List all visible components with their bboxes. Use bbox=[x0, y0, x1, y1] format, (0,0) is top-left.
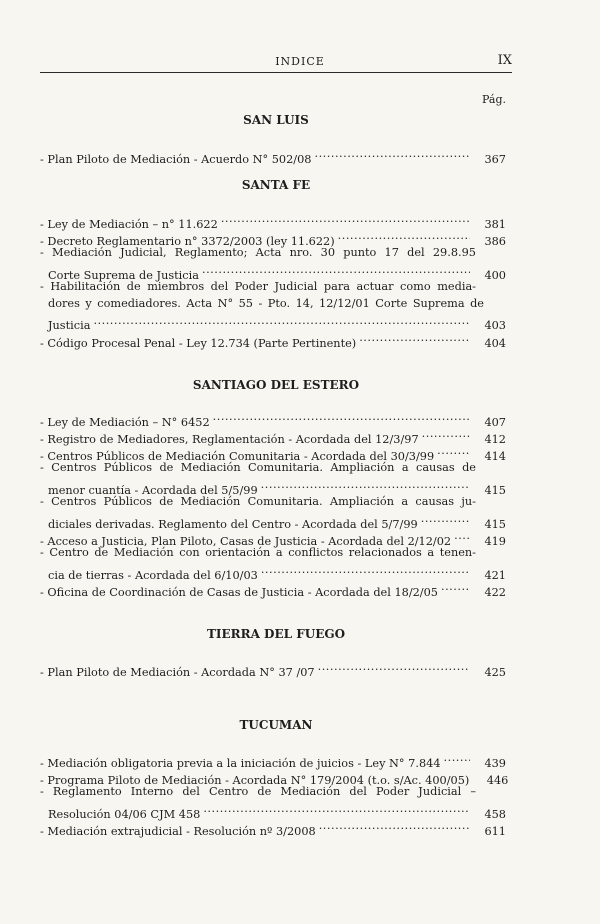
section-title: TUCUMAN bbox=[239, 718, 313, 732]
toc-entry-page: 458 bbox=[484, 807, 506, 821]
toc-entry-page: 439 bbox=[484, 756, 506, 770]
section-title: SANTA FE bbox=[241, 178, 311, 192]
dot-leader bbox=[444, 750, 470, 767]
toc-entry-page: 419 bbox=[484, 534, 506, 548]
dot-leader bbox=[93, 313, 470, 330]
toc-entry-page: 403 bbox=[484, 319, 506, 333]
toc-entry-page: 422 bbox=[484, 585, 506, 599]
dot-leader bbox=[261, 562, 470, 579]
dot-leader bbox=[261, 477, 470, 494]
toc-entry-page: 414 bbox=[484, 449, 506, 463]
dot-leader bbox=[454, 528, 470, 545]
toc-entry-text: diciales derivadas. Reglamento del Centro - Acordada del 5/7/99 bbox=[48, 517, 418, 531]
toc-entry-page: 386 bbox=[484, 234, 506, 248]
toc-entry-page: 407 bbox=[484, 415, 506, 429]
toc-entry-text: - Mediación Judicial, Reglamento; Acta nro. 30 punto 17 del 29.8.95 bbox=[40, 246, 476, 259]
dot-leader bbox=[213, 409, 470, 426]
toc-entry-text: - Oficina de Coordinación de Casas de Justicia - Acordada del 18/2/05 bbox=[40, 585, 438, 599]
dot-leader bbox=[422, 426, 470, 443]
toc-entry-text: cia de tierras - Acordada del 6/10/03 bbox=[48, 568, 258, 582]
toc-entry-text: menor cuantía - Acordada del 5/5/99 bbox=[48, 483, 258, 497]
toc-entry-text: - Mediación obligatoria previa a la iniciación de juicios - Ley N° 7.844 bbox=[40, 756, 441, 770]
toc-entry-text: - Código Procesal Penal - Ley 12.734 (Parte Pertinente) bbox=[40, 336, 357, 350]
toc-entry-text: - Ley de Mediación – N° 6452 bbox=[40, 415, 210, 429]
toc-entry bbox=[40, 279, 506, 335]
toc-entry-page: 446 bbox=[486, 773, 509, 787]
toc-entry-text: - Centros Públicos de Mediación Comunitaria. Ampliación a causas de bbox=[40, 461, 476, 474]
section-title: SANTIAGO DEL ESTERO bbox=[192, 378, 360, 392]
toc-entry-page: 404 bbox=[484, 336, 506, 350]
page-column-label: Pág. bbox=[481, 93, 506, 106]
dot-leader bbox=[319, 818, 470, 835]
dot-leader bbox=[338, 228, 470, 245]
toc-entry-text: - Ley de Mediación – n° 11.622 bbox=[40, 217, 218, 231]
section-title: SAN LUIS bbox=[243, 113, 309, 127]
toc-entry-page: 412 bbox=[484, 432, 506, 446]
toc-entry-text: - Programa Piloto de Mediación - Acordada N° 179/2004 (t.o. s/Ac. 400/05) bbox=[40, 773, 470, 787]
toc-entry-text: Corte Suprema de Justicia bbox=[48, 268, 199, 282]
toc-entry-text: - Mediación extrajudicial - Resolución nº 3/2008 bbox=[40, 824, 316, 838]
section-title: TIERRA DEL FUEGO bbox=[206, 627, 346, 641]
dot-leader bbox=[318, 659, 470, 676]
toc-entry-page: 611 bbox=[484, 824, 506, 838]
toc-entry-page: 415 bbox=[484, 483, 506, 497]
toc-entry-text: - Habilitación de miembros del Poder Judicial para actuar como media- bbox=[40, 280, 476, 293]
toc-entry-text: - Centros Públicos de Mediación Comunitaria. Ampliación a causas ju- bbox=[40, 495, 476, 508]
running-header-page-numeral: IX bbox=[497, 53, 512, 68]
toc-entry-page: 367 bbox=[484, 152, 506, 166]
toc-entry bbox=[40, 579, 506, 602]
toc-entry bbox=[40, 330, 506, 353]
toc-entry-text: - Centros Públicos de Mediación Comunitaria - Acordada del 30/3/99 bbox=[40, 449, 435, 463]
toc-entry-text: - Registro de Mediadores, Reglamentación - Acordada del 12/3/97 bbox=[40, 432, 419, 446]
header-rule bbox=[40, 72, 512, 73]
dot-leader bbox=[203, 801, 470, 818]
toc-entry-text: - Reglamento Interno del Centro de Mediación del Poder Judicial – bbox=[40, 785, 476, 798]
dot-leader bbox=[441, 579, 470, 596]
running-header-title: INDICE bbox=[275, 55, 325, 68]
toc-entry-text: Resolución 04/06 CJM 458 bbox=[48, 807, 201, 821]
dot-leader bbox=[314, 146, 470, 163]
toc-entry-text: - Centro de Mediación con orientación a conflictos relacionados a tenen- bbox=[40, 546, 476, 559]
toc-entry-page: 381 bbox=[484, 217, 506, 231]
toc-entry bbox=[40, 818, 506, 841]
toc-entry-page: 425 bbox=[484, 665, 506, 679]
toc-entry-text: - Plan Piloto de Mediación - Acuerdo N° 502/08 bbox=[40, 152, 312, 166]
toc-entry-text: - Acceso a Justicia, Plan Piloto, Casas de Justicia - Acordada del 2/12/02 bbox=[40, 534, 452, 548]
toc-entry bbox=[40, 146, 506, 169]
toc-entry-text: - Plan Piloto de Mediación - Acordada N° 37 /07 bbox=[40, 665, 315, 679]
dot-leader bbox=[437, 443, 470, 460]
toc-entry-text: dores y comediadores. Acta N° 55 - Pto. 14, 12/12/01 Corte Suprema de bbox=[48, 296, 484, 310]
toc-entry-page: 400 bbox=[484, 268, 506, 282]
toc-entry-text: Justicia bbox=[48, 319, 91, 333]
dot-leader bbox=[202, 262, 470, 279]
toc-entry-page: 421 bbox=[484, 568, 506, 582]
dot-leader bbox=[421, 511, 470, 528]
toc-entry bbox=[40, 659, 506, 682]
toc-entry-text: - Decreto Reglamentario n° 3372/2003 (ley 11.622) bbox=[40, 234, 335, 248]
dot-leader bbox=[359, 330, 470, 347]
dot-leader bbox=[221, 211, 470, 228]
toc-entry-page: 415 bbox=[484, 517, 506, 531]
